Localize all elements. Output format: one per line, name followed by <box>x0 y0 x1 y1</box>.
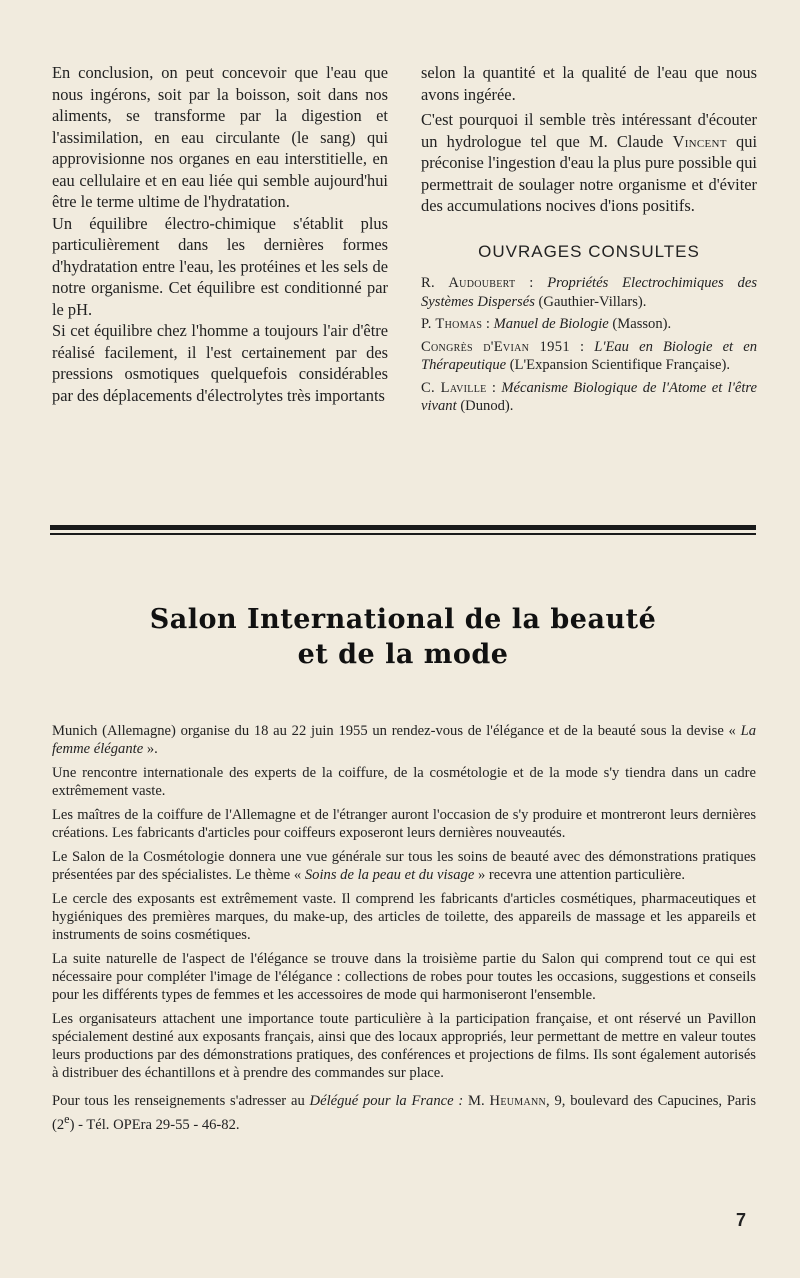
left-paragraph-1: En conclusion, on peut concevoir que l'eau que nous ingérons, soit par la boisson, soit dans nos aliments, se transforme par la digestion et l'assimilation, en eau circulante (le sang) qui approvisionne nos organes en eau interstitielle, en eau cellulaire et en eau liée qui semble aujourd'hui être le terme ultime de l'hydratation. <box>52 63 388 211</box>
reference-publisher: (Gauthier-Villars). <box>534 293 647 310</box>
salon-p1-b: ». <box>143 741 158 757</box>
reference-author: C. Laville <box>421 379 487 396</box>
salon-paragraph-5: Le cercle des exposants est extrêmement vaste. Il comprend les fabricants d'articles cosmétiques, pharmaceutiques et hygiéniques des premières marques, du make-up, des articles de toilette, des appareils de massage et les appareils et instruments de soins cosmétiques. <box>52 891 756 943</box>
reference-item <box>421 315 757 334</box>
section-divider-thin <box>50 533 756 535</box>
salon-paragraph-6: La suite naturelle de l'aspect de l'élégance se trouve dans la troisième partie du Salon qui comprend tout ce qui est nécessaire pour compléter l'image de l'élégance : collections de robes pour toutes les occasions, suggestions et conseils pour les différents types de femmes et les accessoires de mode qui harmoniseront l'ensemble. <box>52 951 756 1003</box>
salon-p8-d: ) - Tél. OPEra 29-55 - 46-82. <box>69 1116 240 1133</box>
right-paragraph-1: selon la quantité et la qualité de l'eau que nous avons ingérée. <box>421 63 757 104</box>
reference-title: Propriétés Electrochimiques des Systèmes Dispersés <box>421 275 757 310</box>
reference-title: L'Eau en Biologie et en Thérapeutique <box>421 338 757 373</box>
section-divider-thick <box>50 525 756 530</box>
references-list <box>421 274 757 416</box>
right-paragraph-2-a: C'est pourquoi il semble très intéressant d'écouter un hydrologue tel que M. Claude <box>421 110 757 151</box>
reference-item <box>421 338 757 375</box>
reference-title: Mécanisme Biologique de l'Atome et l'être vivant <box>421 379 757 414</box>
salon-paragraph-2: Une rencontre internationale des experts de la coiffure, de la cosmétologie et de la mode s'y tiendra dans un cadre extrêmement vaste. <box>52 765 756 799</box>
salon-p4-b: » recevra une attention particulière. <box>474 867 685 883</box>
salon-p8-delegate: Délégué pour la France : <box>309 1093 464 1109</box>
reference-separator: : <box>569 338 595 355</box>
reference-publisher: (Dunod). <box>456 398 514 414</box>
reference-title: Manuel de Biologie <box>493 316 609 332</box>
reference-separator: : <box>515 275 548 291</box>
salon-article <box>52 722 756 1140</box>
salon-heading <box>50 602 756 672</box>
reference-publisher: (L'Expansion Scientifique Française). <box>506 357 731 373</box>
salon-p1-a: Munich (Allemagne) organise du 18 au 22 juin 1955 un rendez-vous de l'élégance et de la beauté sous la devise « <box>52 723 741 739</box>
reference-item <box>421 274 757 311</box>
salon-paragraph-4 <box>52 848 756 884</box>
salon-paragraph-3: Les maîtres de la coiffure de l'Allemagne et de l'étranger auront l'occasion de s'y produire et montreront leurs dernières créations. Les fabricants d'articles pour coiffeurs exposeront leurs dernières nouveautés. <box>52 807 756 841</box>
reference-author: P. Thomas <box>421 316 483 332</box>
right-paragraph-2-b: qui préconise l'ingestion d'eau la plus pure possible qui permettrait de soulager notre organisme et d'éviter des accumulations nocives d'ions positifs. <box>421 131 757 215</box>
salon-p4-theme: Soins de la peau et du visage <box>304 867 475 883</box>
page-number: 7 <box>735 1210 746 1230</box>
salon-p1-motto: La femme élégante <box>52 723 756 757</box>
left-paragraph-3: Si cet équilibre chez l'homme a toujours l'air d'être réalisé facilement, il l'est certainement par des pressions osmotiques quelquefois considérables par des déplacements d'électrolytes très importants <box>52 321 388 405</box>
salon-p8-name: Heumann <box>489 1093 547 1109</box>
salon-p8-sup: e <box>64 1112 70 1126</box>
salon-paragraph-1 <box>52 722 756 758</box>
salon-p8-c: , 9, boulevard des Capucines, Paris (2 <box>52 1093 757 1133</box>
salon-p4-a: Le Salon de la Cosmétologie donnera une vue générale sur tous les soins de beauté avec des démonstrations pratiques présentées par des spécialistes. Le thème « <box>52 849 756 883</box>
reference-author: R. Audoubert <box>421 275 516 291</box>
reference-item <box>421 379 757 416</box>
right-column <box>421 62 757 419</box>
salon-p8-b: M. <box>463 1093 490 1109</box>
salon-paragraph-8 <box>52 1092 756 1134</box>
hydrologist-name: Vincent <box>672 131 727 151</box>
reference-separator: : <box>486 379 502 396</box>
top-section <box>52 62 757 419</box>
left-paragraph-2: Un équilibre électro-chimique s'établit plus particulièrement dans les dernières formes d'hydratation entre l'eau, les protéines et les sels de notre organisme. Cet équilibre est conditionné par le pH. <box>52 213 388 319</box>
references-heading: OUVRAGES CONSULTES <box>478 241 700 261</box>
right-paragraph-2 <box>421 109 757 217</box>
reference-separator: : <box>482 316 494 332</box>
reference-author: Congrès d'Evian 1951 <box>421 338 570 355</box>
left-column <box>52 62 388 419</box>
salon-heading-line-1: Salon International de la beauté <box>149 604 657 635</box>
reference-publisher: (Masson). <box>608 316 672 332</box>
salon-p8-a: Pour tous les renseignements s'adresser au <box>52 1093 310 1109</box>
salon-heading-line-2: et de la mode <box>297 639 509 670</box>
salon-paragraph-7: Les organisateurs attachent une importance toute particulière à la participation française, et ont réservé un Pavillon spécialement destiné aux exposants français, ainsi que des locaux appropriés, leur permettant de mettre en valeur toutes leurs productions par des démonstrations pratiques, des conférences et projections de films. Ils sont également autorisés à distribuer des échantillons et à prendre des commandes sur place. <box>52 1011 756 1081</box>
